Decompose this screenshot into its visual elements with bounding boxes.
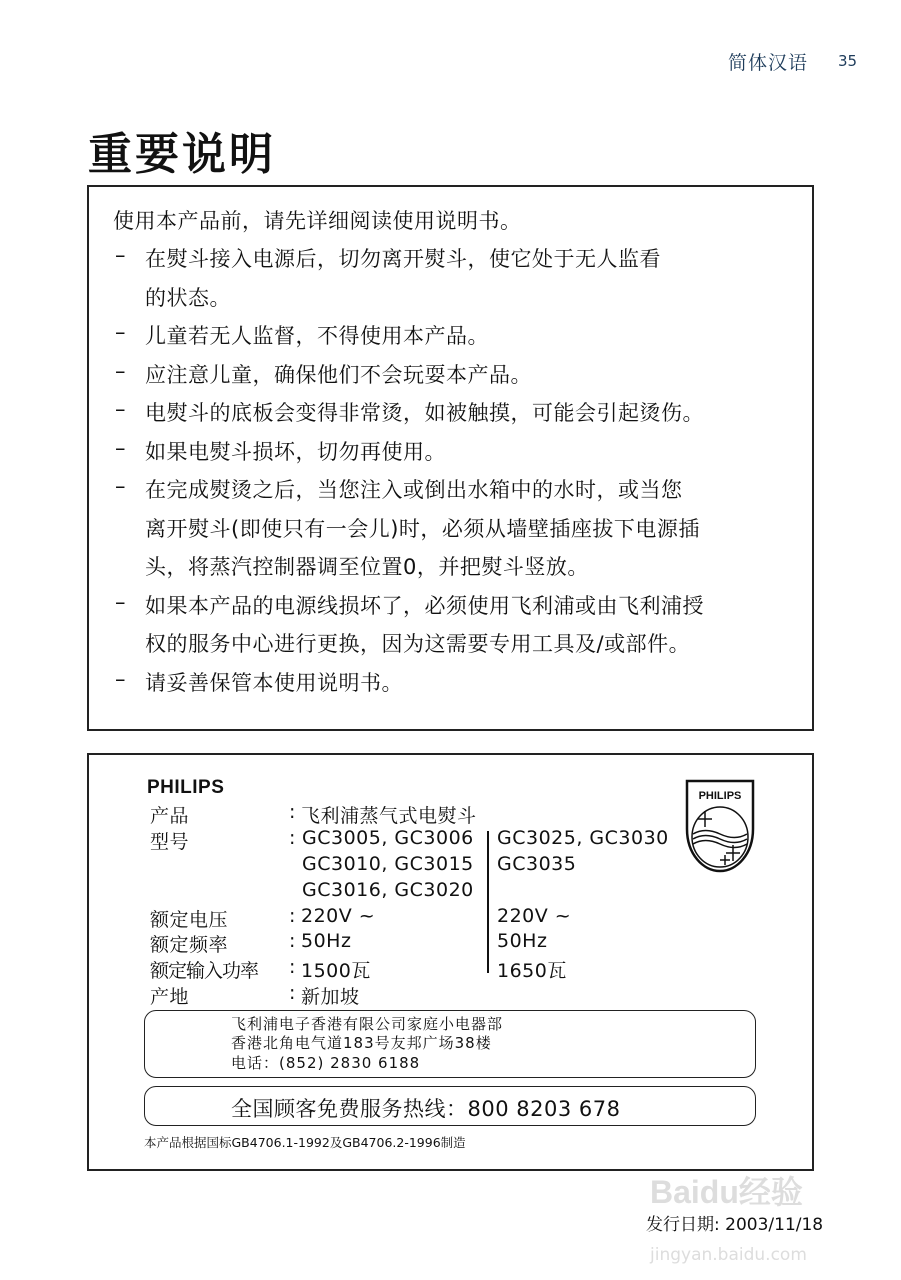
hotline-text: 全国顾客免费服务热线：800 8203 678 [231,1097,621,1121]
colon: : [289,827,296,849]
colon: : [289,930,296,952]
model-label: 型号 [150,831,190,853]
issue-date: 发行日期: 2003/11/18 [646,1215,824,1235]
origin-value: 新加坡 [301,986,360,1008]
voltage-b: 220V ~ [497,905,572,927]
model-b-2: GC3035 [497,853,577,875]
model-a-2: GC3010, GC3015 [302,853,474,875]
notice-line: 头，将蒸汽控制器调至位置0，并把熨斗竖放。 [145,555,589,579]
model-a-3: GC3016, GC3020 [302,879,474,901]
notice-line: 应注意儿童，确保他们不会玩耍本产品。 [145,362,532,387]
notice-line: 在完成熨烫之后，当您注入或倒出水箱中的水时，或当您 [145,478,683,502]
notice-line: 如果本产品的电源线损坏了，必须使用飞利浦或由飞利浦授 [145,593,704,618]
notice-line: 权的服务中心进行更换，因为这需要专用工具及/或部件。 [145,632,691,656]
notice-line: 请妥善保管本使用说明书。 [145,670,403,695]
notice-line: 如果电熨斗损坏，切勿再使用。 [145,439,446,464]
product-label: 产品 [150,805,190,827]
hotline-box [144,1086,756,1126]
colon: : [289,982,296,1004]
model-a-1: GC3005, GC3006 [302,827,474,849]
dash-bullet: – [115,320,126,344]
voltage-a: 220V ~ [301,905,376,927]
notice-intro: 使用本产品前，请先详细阅读使用说明书。 [113,209,522,233]
power-label: 额定输入功率 [150,960,259,982]
voltage-label: 额定电压 [150,909,229,931]
company-phone: 电话：(852) 2830 6188 [231,1054,421,1072]
power-b: 1650瓦 [497,960,567,982]
dash-bullet: – [115,358,126,383]
company-address: 香港北角电气道183号友邦广场38楼 [231,1034,492,1052]
dash-bullet: – [115,666,126,691]
standard-note: 本产品根据国标GB4706.1-1992及GB4706.2-1996制造 [144,1135,466,1150]
company-name: 飞利浦电子香港有限公司家庭小电器部 [231,1015,504,1033]
company-address-box [144,1010,756,1078]
svg-text:PHILIPS: PHILIPS [698,790,742,802]
notice-line: 电熨斗的底板会变得非常烫，如被触摸，可能会引起烫伤。 [145,401,704,425]
frequency-a: 50Hz [301,930,352,952]
colon: : [289,956,296,978]
frequency-label: 额定频率 [150,934,229,956]
dash-bullet: – [115,435,126,460]
dash-bullet: – [115,397,126,421]
page-number: 35 [838,52,858,70]
frequency-b: 50Hz [497,930,548,952]
page-title: 重要说明 [88,129,276,180]
notice-line: 离开熨斗(即使只有一会儿)时，必须从墙壁插座拔下电源插 [145,516,700,541]
language-label: 简体汉语 [728,52,809,74]
power-a: 1500瓦 [301,960,371,982]
colon: : [289,801,296,823]
important-notice-box [87,185,814,731]
philips-shield-logo [685,779,755,874]
baidu-watermark-url: jingyan.baidu.com [650,1245,807,1265]
spec-box [87,753,814,1171]
notice-line: 在熨斗接入电源后，切勿离开熨斗，使它处于无人监看 [145,247,661,271]
dash-bullet: – [115,243,126,267]
dash-bullet: – [115,589,126,614]
notice-line: 的状态。 [145,285,231,310]
philips-wordmark: PHILIPS [147,777,225,798]
dash-bullet: – [115,474,126,498]
colon: : [289,905,296,927]
notice-line: 儿童若无人监督，不得使用本产品。 [145,324,489,348]
origin-label: 产地 [150,986,190,1008]
model-b-1: GC3025, GC3030 [497,827,669,849]
baidu-watermark: Baidu经验 [650,1174,803,1210]
product-value: 飞利浦蒸气式电熨斗 [301,805,477,827]
column-divider [487,831,489,973]
